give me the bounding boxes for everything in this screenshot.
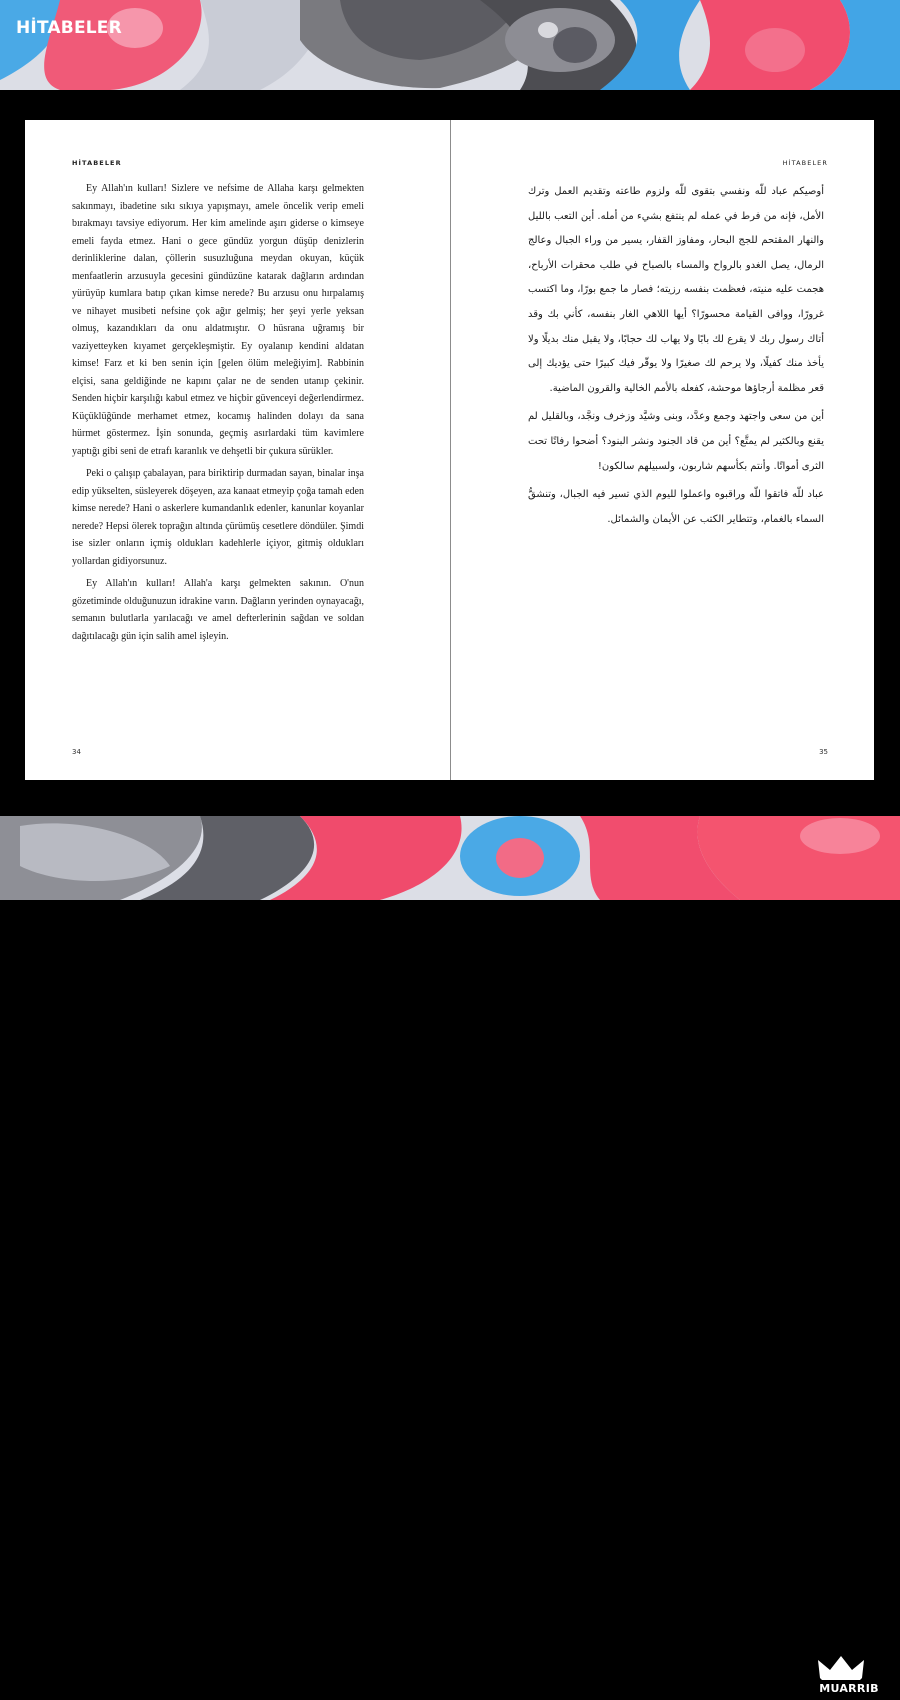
marble-pattern-bottom [0, 816, 900, 900]
marble-pattern-top [0, 0, 900, 90]
publisher-name: MUARRIB [819, 1682, 879, 1695]
right-page-number: 35 [819, 748, 828, 756]
left-page-text [72, 180, 364, 650]
book-gutter [450, 120, 451, 780]
right-page-text [528, 180, 824, 536]
bottom-marbled-banner [0, 816, 900, 1695]
left-paragraph: Ey Allah'ın kulları! Sizlere ve nefsime de Allaha karşı gelmekten sakınmayı, ibadetine sıkı sıkıya yapışmayı, amele öncelik verip emeli bırakmayı tavsiye ediyorum. Her kim amelinde aşırı giderse o kimseye emeli fayda etmez. Hani o gece gündüz yorgun düşüp denizlerin derinliklerine dalan, çöllerin susuzluğuna meydan okuyan, küçük menfaatlerin arzusuyla gecesini gündüzüne katarak dağların ardından yürüyüp kumlara batıp çıkan kimse nerede? Bu arzusu onu hırpalamış ve nihayet musibeti nefsine çok ağır gelmiş; her şeyi yerle yeksan olmuş, kazandıkları da onu aldatmıştır. O hüsrana uğramış bir vaziyetteyken kıyamet gerçekleşmiştir. Ey oyalanıp kendini aldatan kimse! Farz et ki ben senin için [gelen ölüm meleğiyim]. Rabbinin elçisi, sana geldiğinde ne kapını çalar ne de senden utanıp çekinir. Senden hiçbir karşılığı kabul etmez ve hiçbir güvenceyi değerlendirmez. Küçüklüğünde merhamet etmez, kocamış halinden dolayı da sana hürmet göstermez. İşin sonunda, geçmiş asırlardaki tüm kavimlere yaptığı gibi seni de etrafı karanlık ve dehşetli bir çukura sürükler. [72, 183, 364, 457]
top-marbled-banner [0, 0, 900, 90]
right-paragraph: أوصيكم عباد للّه ونفسي بتقوى للّه ولزوم طاعته وتقديم العمل وترك الأمل، فإنه من فرط في عمله لم ينتفع بشيء من أمله. أين التعب بالليل والنهار المقتحم للجج البحار، ومفاوز القفار، يسير من وراء الجبال وعالج الرمال، يصل الغدو بالرواح والمساء بالصباح في طلب محقرات الأرباح، هجمت عليه منيته، فعظمت بنفسه رزيته؛ فصار ما جمع بورًا، وما اكتسب غرورًا، ووافى القيامة محسورًا؟ أيها اللاهي الغار بنفسه، كأني بك وقد أتاك رسول ربك لا يقرع لك بابًا ولا يهاب لك حجابًا، ولا يقبل منك بديلًا ولا يأخذ منك كفيلًا، ولا يرحم لك صغيرًا ولا يوقّر فيك كبيرًا حتى يؤديك إلى قعر مظلمة أرجاؤها موحشة، كفعله بالأمم الخالية والقرون الماضية. [528, 186, 824, 394]
book-spread [25, 120, 874, 780]
left-paragraph: Ey Allah'ın kulları! Allah'a karşı gelmekten sakının. O'nun gözetiminde olduğunuzun idrakine varın. Dağların yerinden oynayacağı, semanın bulutlarla yarılacağı ve amel defterlerinin sağdan ve soldan dağıtılacağı gün için salih amel işleyin. [72, 578, 364, 642]
crown-logo-icon [814, 1654, 868, 1680]
left-paragraph: Peki o çalışıp çabalayan, para biriktirip durmadan sayan, binalar inşa edip yükselten, süsleyerek döşeyen, aza kanaat etmeyip çoğa tamah eden kimse nerede? Hani o askerlere kumandanlık edenler, kanunlar koyanlar nerede? Hepsi ölerek toprağın altında çürümüş cesetlere döndüler. Şimdi ise sizler onların içmiş oldukları kadehlerle içiyor, gitmiş oldukları yollardan gidiyorsunuz. [72, 468, 364, 567]
right-paragraph: أين من سعى واجتهد وجمع وعدَّد، وبنى وشيَّد وزخرف ونجَّد، وبالقليل لم يقنع وبالكثير لم يمتَّع؟ أين من قاد الجنود ونشر البنود؟ أضحوا رفاتًا تحت الثرى أمواتًا. وأنتم بكأسهم شاربون، ولسبيلهم سالكون! [528, 411, 824, 472]
right-running-head: HİTABELER [782, 159, 828, 167]
publisher-logo [814, 1654, 884, 1700]
left-page-number: 34 [72, 748, 81, 756]
brand-title: HİTABELER [16, 18, 122, 38]
right-paragraph: عباد للّه فاتقوا للّه وراقبوه واعملوا لليوم الذي تسير فيه الجبال، وتنشقُّ السماء بالغمام، وتتطاير الكتب عن الأيمان والشمائل. [528, 489, 824, 525]
left-running-head: HİTABELER [72, 159, 122, 167]
